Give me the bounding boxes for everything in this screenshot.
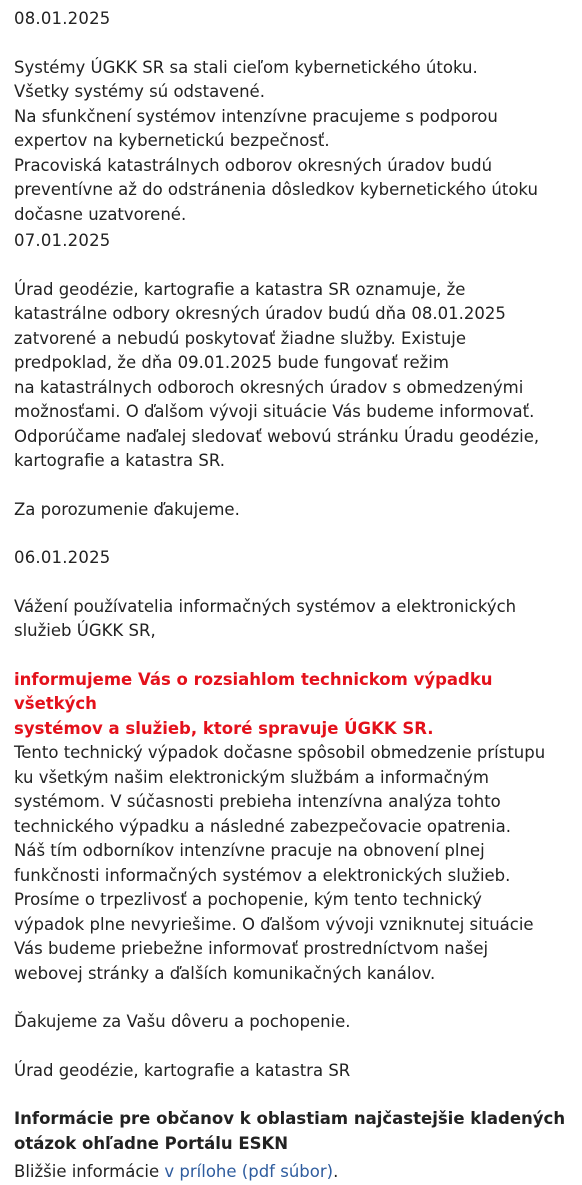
text-line: Vážení používatelia informačných systémov a elektronických — [14, 596, 517, 616]
news-thanks: Ďakujeme za Vašu dôveru a pochopenie. — [14, 1012, 351, 1031]
text-line: služieb ÚGKK SR, — [14, 621, 156, 640]
text-line: preventívne až do odstránenia dôsledkov kybernetického útoku — [14, 180, 538, 199]
text-line: Náš tím odborníkov intenzívne pracuje na obnovení plnej — [14, 841, 485, 860]
text-line: Odporúčame naďalej sledovať webovú stránku Úradu geodézie, — [14, 426, 540, 446]
text-line: kartografie a katastra SR. — [14, 451, 225, 470]
highlight-line: systémov a služieb, ktoré spravuje ÚGKK SR. — [14, 718, 434, 738]
text-line: systémom. V súčasnosti prebieha intenzívna analýza tohto — [14, 792, 501, 811]
text-line: funkčnosti informačných systémov a elektronických služieb. — [14, 865, 511, 885]
news-date: 08.01.2025 — [14, 9, 111, 28]
news-date: 06.01.2025 — [14, 548, 111, 567]
text-line: Vás budeme priebežne informovať prostredníctvom našej — [14, 939, 489, 958]
text-line: webovej stránky a ďalších komunikačných kanálov. — [14, 963, 436, 983]
faq-info-suffix: . — [333, 1162, 339, 1181]
faq-title — [14, 1107, 568, 1156]
text-line: Prosíme o trpezlivosť a pochopenie, kým tento technický — [14, 890, 482, 909]
text-line: na katastrálnych odboroch okresných úradov s obmedzenými — [14, 377, 524, 397]
text-line: katastrálne odbory okresných úradov budú dňa 08.01.2025 — [14, 304, 506, 323]
text-line: predpoklad, že dňa 09.01.2025 bude fungovať režim — [14, 353, 449, 372]
text-line: výpadok plne nevyriešime. O ďalšom vývoji vzniknutej situácie — [14, 914, 534, 934]
news-text — [14, 56, 568, 228]
text-line: technického výpadku a následné zabezpečovacie opatrenia. — [14, 816, 511, 836]
news-date: 07.01.2025 — [14, 231, 111, 250]
pdf-attachment-link[interactable]: v prílohe (pdf súbor) — [164, 1162, 334, 1181]
faq-section — [14, 1107, 568, 1185]
faq-title-line: Informácie pre občanov k oblastiam najčastejšie kladených — [14, 1109, 566, 1128]
text-line: Na sfunkčnení systémov intenzívne pracujeme s podporou — [14, 106, 498, 126]
news-greeting — [14, 595, 568, 644]
news-item-2025-01-06 — [14, 546, 568, 1083]
text-line: expertov na kybernetickú bezpečnosť. — [14, 131, 330, 150]
highlight-line: informujeme Vás o rozsiahlom technickom výpadku všetkých — [14, 669, 493, 713]
outage-highlight — [14, 668, 568, 742]
text-line: Systémy ÚGKK SR sa stali cieľom kybernetického útoku. — [14, 57, 478, 77]
faq-info-prefix: Bližšie informácie — [14, 1162, 165, 1181]
text-line: dočasne uzatvorené. — [14, 204, 187, 224]
text-line: ku všetkým našim elektronickým službám a informačným — [14, 767, 489, 787]
text-line: Úrad geodézie, kartografie a katastra SR oznamuje, že — [14, 279, 466, 299]
faq-info — [14, 1160, 568, 1185]
text-line: Tento technický výpadok dočasne spôsobil obmedzenie prístupu — [14, 743, 546, 762]
text-line: možnosťami. O ďalšom vývoji situácie Vás budeme informovať. — [14, 402, 535, 421]
news-signature: Úrad geodézie, kartografie a katastra SR — [14, 1060, 351, 1080]
news-closing: Za porozumenie ďakujeme. — [14, 499, 240, 519]
text-line: zatvorené a nebudú poskytovať žiadne služby. Existuje — [14, 328, 467, 348]
text-line: Všetky systémy sú odstavené. — [14, 82, 265, 101]
news-item-2025-01-08 — [14, 7, 568, 227]
news-item-2025-01-07 — [14, 229, 568, 522]
news-text — [14, 741, 568, 986]
faq-title-line: otázok ohľadne Portálu ESKN — [14, 1133, 289, 1153]
news-text — [14, 278, 568, 474]
text-line: Pracoviská katastrálnych odborov okresných úradov budú — [14, 155, 493, 175]
